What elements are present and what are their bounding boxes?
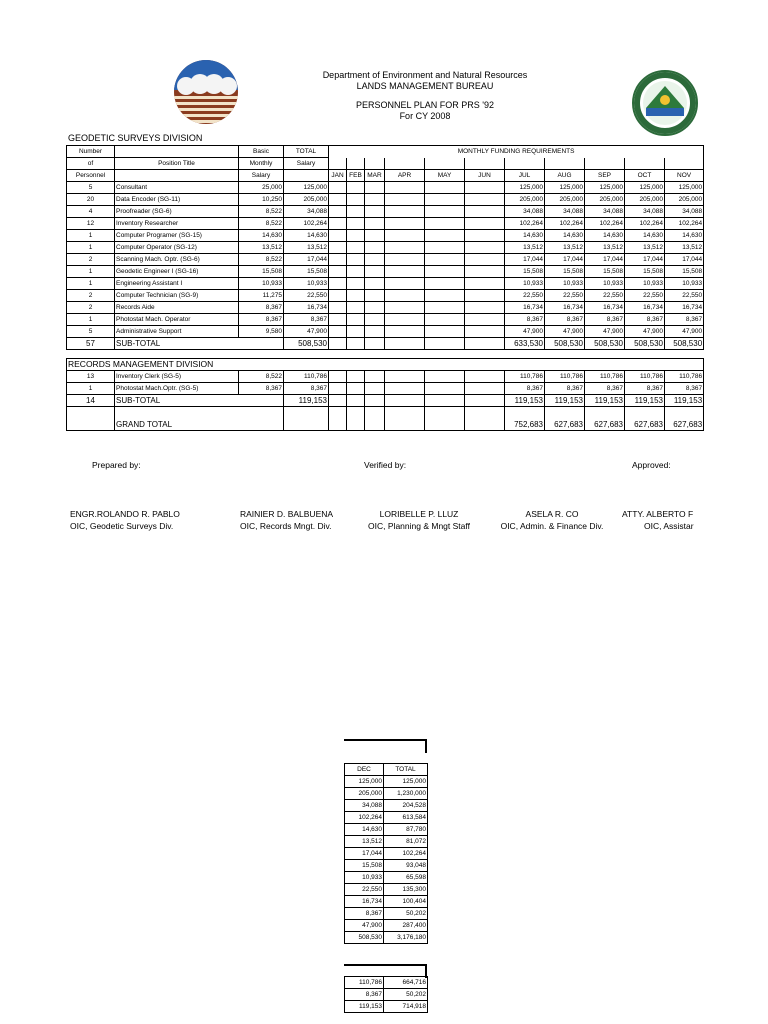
- monthly-amount: 125,000: [665, 182, 704, 194]
- table-row: [67, 302, 704, 314]
- dec-value: 17,044: [345, 848, 384, 860]
- personnel-count: 1: [67, 278, 115, 290]
- dec-value: 10,933: [345, 872, 384, 884]
- personnel-count: 13: [67, 371, 115, 383]
- subtotal-jul: 633,530: [505, 338, 545, 350]
- table-header-row: of Position Title Monthly Salary: [67, 158, 704, 170]
- month-header: MAR: [365, 170, 385, 182]
- total-salary: 125,000: [284, 182, 329, 194]
- monthly-amount: 17,044: [585, 254, 625, 266]
- total-salary: 13,512: [284, 242, 329, 254]
- dec-value: 508,530: [345, 932, 384, 944]
- table-row: [67, 266, 704, 278]
- total-salary: 22,550: [284, 290, 329, 302]
- dec-value: 119,153: [345, 1001, 384, 1013]
- monthly-amount: 47,900: [505, 326, 545, 338]
- dec-value: 8,367: [345, 908, 384, 920]
- bureau-name: LANDS MANAGEMENT BUREAU: [356, 81, 494, 91]
- monthly-amount: 13,512: [545, 242, 585, 254]
- total-salary: 205,000: [284, 194, 329, 206]
- grand-total-month: 627,683: [545, 407, 585, 431]
- table-row: [67, 242, 704, 254]
- monthly-amount: 14,630: [545, 230, 585, 242]
- month-header: FEB: [347, 170, 365, 182]
- basic-salary: 8,522: [239, 218, 284, 230]
- month-header: MAY: [425, 170, 465, 182]
- dec-value: 13,512: [345, 836, 384, 848]
- personnel-count: 5: [67, 182, 115, 194]
- month-header: NOV: [665, 170, 704, 182]
- table-row: [67, 206, 704, 218]
- monthly-amount: 125,000: [625, 182, 665, 194]
- monthly-amount: 10,933: [545, 278, 585, 290]
- table-row: [345, 872, 428, 884]
- table-row: [345, 977, 428, 989]
- monthly-amount: 8,367: [625, 314, 665, 326]
- monthly-amount: 110,786: [505, 371, 545, 383]
- dec-total-table: [344, 763, 428, 944]
- monthly-amount: 14,630: [665, 230, 704, 242]
- table-row: [345, 860, 428, 872]
- table-row: [345, 812, 428, 824]
- monthly-amount: 17,044: [505, 254, 545, 266]
- monthly-amount: 102,264: [665, 218, 704, 230]
- personnel-count: 1: [67, 266, 115, 278]
- plan-year: For CY 2008: [399, 111, 451, 121]
- subtotal-row: [67, 338, 704, 350]
- dec-value: 22,550: [345, 884, 384, 896]
- dec-value: 8,367: [345, 989, 384, 1001]
- annual-total: 81,072: [384, 836, 428, 848]
- monthly-amount: 110,786: [585, 371, 625, 383]
- month-header: SEP: [585, 170, 625, 182]
- position-title: Photostat Mach. Operator: [115, 314, 239, 326]
- position-title: Computer Programer (SG-15): [115, 230, 239, 242]
- monthly-amount: 125,000: [545, 182, 585, 194]
- division2-title-row: [67, 359, 704, 371]
- monthly-amount: 125,000: [505, 182, 545, 194]
- table-row: [345, 824, 428, 836]
- personnel-count: 20: [67, 194, 115, 206]
- table-row: [67, 371, 704, 383]
- monthly-amount: 8,367: [505, 314, 545, 326]
- annual-total: 65,598: [384, 872, 428, 884]
- position-title: Geodetic Engineer I (SG-16): [115, 266, 239, 278]
- total-salary: 14,630: [284, 230, 329, 242]
- monthly-amount: 13,512: [625, 242, 665, 254]
- total-salary: 17,044: [284, 254, 329, 266]
- table-row: [345, 896, 428, 908]
- monthly-amount: 17,044: [665, 254, 704, 266]
- signatory-4: ASELA R. CO OIC, Admin. & Finance Div.: [500, 509, 604, 531]
- basic-salary: 10,250: [239, 194, 284, 206]
- position-title: Inventory Researcher: [115, 218, 239, 230]
- monthly-amount: 13,512: [585, 242, 625, 254]
- monthly-amount: 8,367: [585, 383, 625, 395]
- table-row: [67, 182, 704, 194]
- annual-total: 613,584: [384, 812, 428, 824]
- annual-total: 93,048: [384, 860, 428, 872]
- subtotal-month: 119,153: [665, 395, 704, 407]
- monthly-amount: 125,000: [585, 182, 625, 194]
- month-header: APR: [385, 170, 425, 182]
- position-title: Administrative Support: [115, 326, 239, 338]
- annual-total: 664,716: [384, 977, 428, 989]
- total-salary: 10,933: [284, 278, 329, 290]
- personnel-count: 12: [67, 218, 115, 230]
- bureau-logo: [174, 60, 238, 124]
- total-salary: 102,264: [284, 218, 329, 230]
- position-title: Consultant: [115, 182, 239, 194]
- basic-salary: 11,275: [239, 290, 284, 302]
- monthly-amount: 110,786: [665, 371, 704, 383]
- total-salary: 16,734: [284, 302, 329, 314]
- table-row: [345, 932, 428, 944]
- basic-salary: 13,512: [239, 242, 284, 254]
- monthly-amount: 110,786: [625, 371, 665, 383]
- monthly-amount: 34,088: [545, 206, 585, 218]
- personnel-count: 5: [67, 326, 115, 338]
- department-name: Department of Environment and Natural Resources: [322, 70, 528, 80]
- subtotal-month: 119,153: [505, 395, 545, 407]
- position-title: Scanning Mach. Optr. (SG-6): [115, 254, 239, 266]
- monthly-amount: 15,508: [625, 266, 665, 278]
- monthly-amount: 8,367: [505, 383, 545, 395]
- dec-value: 15,508: [345, 860, 384, 872]
- dec-value: 14,630: [345, 824, 384, 836]
- annual-total: 100,404: [384, 896, 428, 908]
- basic-salary: 9,580: [239, 326, 284, 338]
- monthly-amount: 205,000: [665, 194, 704, 206]
- col-position-header: Position Title: [115, 158, 239, 170]
- monthly-amount: 47,900: [625, 326, 665, 338]
- page2-frame-top: [344, 739, 427, 753]
- prepared-by-label: Prepared by:: [92, 460, 141, 470]
- signatory-2: RAINIER D. BALBUENA OIC, Records Mngt. Div.: [240, 509, 334, 531]
- total-header: TOTAL: [384, 764, 428, 776]
- monthly-amount: 205,000: [545, 194, 585, 206]
- annual-total: 50,202: [384, 989, 428, 1001]
- basic-salary: 8,522: [239, 371, 284, 383]
- monthly-amount: 34,088: [585, 206, 625, 218]
- table-row: [345, 788, 428, 800]
- grand-total-month: 627,683: [585, 407, 625, 431]
- dec-value: 34,088: [345, 800, 384, 812]
- subtotal-count: 14: [67, 395, 115, 407]
- dec-total-table-2: [344, 976, 428, 1013]
- table-row: [67, 383, 704, 395]
- total-salary: 47,900: [284, 326, 329, 338]
- basic-salary: 8,522: [239, 206, 284, 218]
- monthly-amount: 16,734: [505, 302, 545, 314]
- basic-salary: 8,522: [239, 254, 284, 266]
- monthly-amount: 205,000: [505, 194, 545, 206]
- monthly-amount: 15,508: [545, 266, 585, 278]
- annual-total: 1,230,000: [384, 788, 428, 800]
- position-title: Proofreader (SG-6): [115, 206, 239, 218]
- annual-total: 204,528: [384, 800, 428, 812]
- position-title: Data Encoder (SG-11): [115, 194, 239, 206]
- basic-salary: 14,630: [239, 230, 284, 242]
- basic-salary: 8,367: [239, 302, 284, 314]
- monthly-amount: 10,933: [665, 278, 704, 290]
- position-title: Engineering Assistant I: [115, 278, 239, 290]
- monthly-amount: 16,734: [545, 302, 585, 314]
- monthly-amount: 22,550: [625, 290, 665, 302]
- table-header-row: Personnel Salary JAN FEB MAR APR MAY JUN JUL AUG SEP OCT NOV: [67, 170, 704, 182]
- month-header: JUL: [505, 170, 545, 182]
- monthly-amount: 22,550: [505, 290, 545, 302]
- division2-title: RECORDS MANAGEMENT DIVISION: [67, 359, 704, 371]
- annual-total: 3,176,180: [384, 932, 428, 944]
- personnel-table: [66, 145, 704, 431]
- col-basic-header: Basic: [239, 146, 284, 158]
- monthly-amount: 22,550: [585, 290, 625, 302]
- dec-total-header: [345, 764, 428, 776]
- table-row: [67, 194, 704, 206]
- personnel-count: 4: [67, 206, 115, 218]
- monthly-amount: 8,367: [585, 314, 625, 326]
- table-row: [67, 218, 704, 230]
- position-title: Computer Technician (SG-9): [115, 290, 239, 302]
- table-row: [345, 776, 428, 788]
- monthly-amount: 16,734: [625, 302, 665, 314]
- subtotal-month: 119,153: [625, 395, 665, 407]
- table-row: [67, 314, 704, 326]
- table-row: [345, 908, 428, 920]
- table-header-row: [67, 146, 704, 158]
- monthly-amount: 14,630: [505, 230, 545, 242]
- monthly-amount: 13,512: [665, 242, 704, 254]
- subtotal-total: 119,153: [284, 395, 329, 407]
- position-title: Records Aide: [115, 302, 239, 314]
- personnel-count: 1: [67, 383, 115, 395]
- monthly-amount: 205,000: [585, 194, 625, 206]
- personnel-count: 1: [67, 242, 115, 254]
- total-salary: 34,088: [284, 206, 329, 218]
- table-row: [345, 1001, 428, 1013]
- division1-title: GEODETIC SURVEYS DIVISION: [68, 133, 203, 143]
- total-salary: 110,786: [284, 371, 329, 383]
- position-title: Photostat Mach.Optr. (SG-5): [115, 383, 239, 395]
- total-salary: 8,367: [284, 383, 329, 395]
- monthly-amount: 15,508: [665, 266, 704, 278]
- monthly-amount: 17,044: [545, 254, 585, 266]
- grand-total-month: 627,683: [625, 407, 665, 431]
- monthly-amount: 15,508: [585, 266, 625, 278]
- dec-value: 47,900: [345, 920, 384, 932]
- month-header: AUG: [545, 170, 585, 182]
- signatory-3: LORIBELLE P. LLUZ OIC, Planning & Mngt Staff: [368, 509, 470, 531]
- basic-salary: 25,000: [239, 182, 284, 194]
- monthly-amount: 205,000: [625, 194, 665, 206]
- subtotal-month: 119,153: [585, 395, 625, 407]
- dec-header: DEC: [345, 764, 384, 776]
- monthly-amount: 47,900: [585, 326, 625, 338]
- monthly-amount: 16,734: [665, 302, 704, 314]
- subtotal-month: 508,530: [625, 338, 665, 350]
- table-row: [345, 836, 428, 848]
- table-row: [67, 326, 704, 338]
- basic-salary: 15,508: [239, 266, 284, 278]
- monthly-amount: 102,264: [625, 218, 665, 230]
- basic-salary: 8,367: [239, 383, 284, 395]
- monthly-amount: 47,900: [665, 326, 704, 338]
- month-header: JAN: [329, 170, 347, 182]
- month-header: OCT: [625, 170, 665, 182]
- subtotal-count: 57: [67, 338, 115, 350]
- signatory-5: ATTY. ALBERTO F OIC, Assistar: [622, 509, 694, 531]
- subtotal-month: 508,530: [545, 338, 585, 350]
- personnel-count: 2: [67, 302, 115, 314]
- monthly-amount: 34,088: [505, 206, 545, 218]
- monthly-amount: 34,088: [625, 206, 665, 218]
- grand-total-label: GRAND TOTAL: [115, 407, 284, 431]
- col-total-header: TOTAL: [284, 146, 329, 158]
- subtotal-month: 508,530: [665, 338, 704, 350]
- annual-total: 125,000: [384, 776, 428, 788]
- annual-total: 87,780: [384, 824, 428, 836]
- table-row: [345, 848, 428, 860]
- monthly-amount: 8,367: [545, 383, 585, 395]
- table-row: [345, 989, 428, 1001]
- table-row: [67, 230, 704, 242]
- monthly-amount: 8,367: [665, 383, 704, 395]
- annual-total: 50,202: [384, 908, 428, 920]
- monthly-amount: 8,367: [625, 383, 665, 395]
- annual-total: 287,400: [384, 920, 428, 932]
- subtotal-label: SUB-TOTAL: [115, 395, 284, 407]
- table-row: [345, 884, 428, 896]
- table-row: [345, 920, 428, 932]
- annual-total: 102,264: [384, 848, 428, 860]
- table-row: [67, 278, 704, 290]
- basic-salary: 8,367: [239, 314, 284, 326]
- approved-label: Approved:: [632, 460, 671, 470]
- monthly-amount: 34,088: [665, 206, 704, 218]
- dec-value: 16,734: [345, 896, 384, 908]
- signatory-1: ENGR.ROLANDO R. PABLO OIC, Geodetic Surveys Div.: [70, 509, 180, 531]
- basic-salary: 10,933: [239, 278, 284, 290]
- monthly-amount: 22,550: [665, 290, 704, 302]
- plan-title: PERSONNEL PLAN FOR PRS '92: [356, 100, 494, 110]
- table-row: [67, 254, 704, 266]
- denr-seal: [632, 70, 698, 136]
- table-row: [67, 290, 704, 302]
- monthly-amount: 8,367: [665, 314, 704, 326]
- personnel-count: 2: [67, 290, 115, 302]
- total-salary: 8,367: [284, 314, 329, 326]
- position-title: Inventory Clerk (SG-5): [115, 371, 239, 383]
- monthly-amount: 16,734: [585, 302, 625, 314]
- col-number-header: Number: [67, 146, 115, 158]
- annual-total: 135,300: [384, 884, 428, 896]
- grand-total-row: [67, 407, 704, 431]
- monthly-amount: 22,550: [545, 290, 585, 302]
- dec-value: 205,000: [345, 788, 384, 800]
- monthly-amount: 10,933: [585, 278, 625, 290]
- dec-value: 102,264: [345, 812, 384, 824]
- monthly-amount: 110,786: [545, 371, 585, 383]
- subtotal-month: 119,153: [545, 395, 585, 407]
- month-header: JUN: [465, 170, 505, 182]
- dec-value: 125,000: [345, 776, 384, 788]
- grand-total-jul: 752,683: [505, 407, 545, 431]
- monthly-amount: 17,044: [625, 254, 665, 266]
- personnel-count: 1: [67, 230, 115, 242]
- grand-total-month: 627,683: [665, 407, 704, 431]
- subtotal-label: SUB-TOTAL: [115, 338, 284, 350]
- annual-total: 714,918: [384, 1001, 428, 1013]
- monthly-amount: 10,933: [505, 278, 545, 290]
- monthly-amount: 14,630: [625, 230, 665, 242]
- monthly-amount: 102,264: [505, 218, 545, 230]
- monthly-amount: 10,933: [625, 278, 665, 290]
- monthly-amount: 8,367: [545, 314, 585, 326]
- total-salary: 15,508: [284, 266, 329, 278]
- monthly-amount: 47,900: [545, 326, 585, 338]
- personnel-count: 2: [67, 254, 115, 266]
- spacer-row: [67, 350, 704, 359]
- monthly-amount: 15,508: [505, 266, 545, 278]
- subtotal-month: 508,530: [585, 338, 625, 350]
- subtotal-total: 508,530: [284, 338, 329, 350]
- monthly-amount: 102,264: [585, 218, 625, 230]
- dec-value: 110,786: [345, 977, 384, 989]
- personnel-count: 1: [67, 314, 115, 326]
- monthly-amount: 14,630: [585, 230, 625, 242]
- funding-header: MONTHLY FUNDING REQUIREMENTS: [329, 146, 704, 158]
- monthly-amount: 13,512: [505, 242, 545, 254]
- position-title: Computer Operator (SG-12): [115, 242, 239, 254]
- monthly-amount: 102,264: [545, 218, 585, 230]
- verified-by-label: Verified by:: [364, 460, 407, 470]
- table-row: [345, 800, 428, 812]
- subtotal-row: [67, 395, 704, 407]
